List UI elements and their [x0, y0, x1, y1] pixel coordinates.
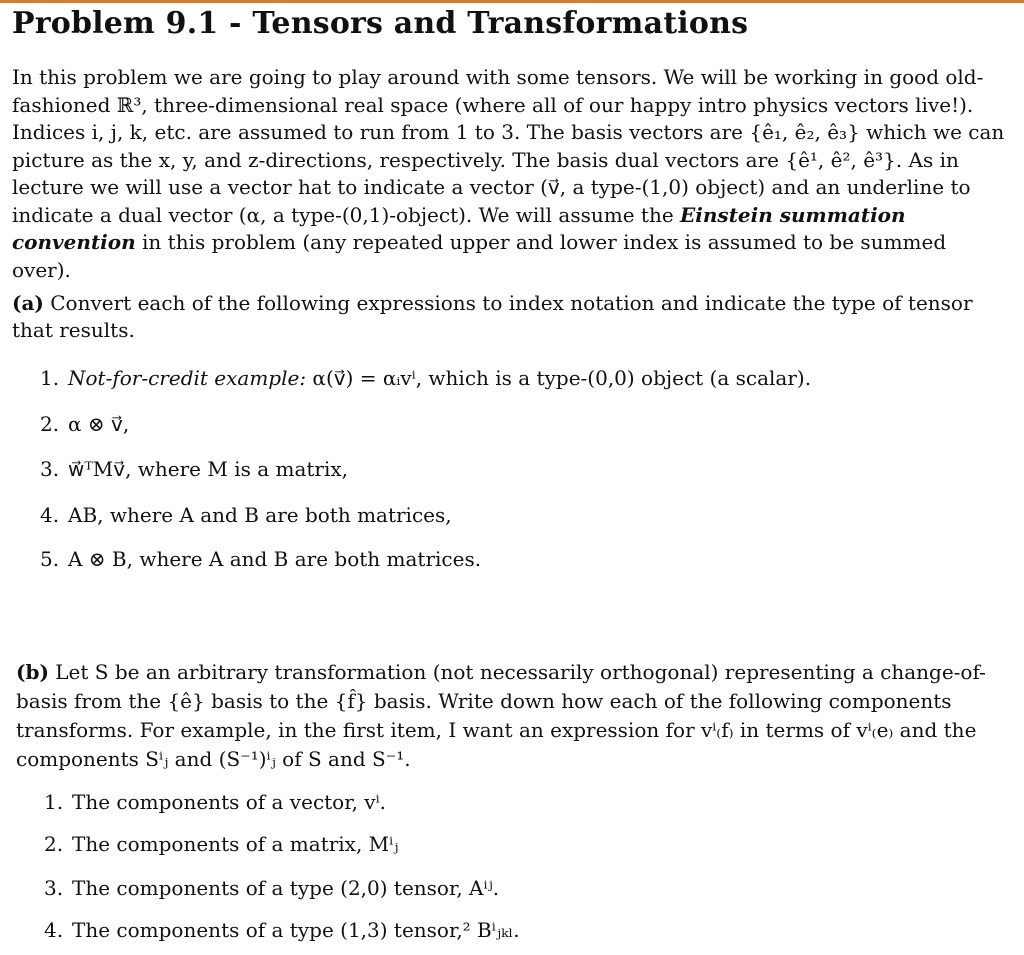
item-number: 2.: [40, 412, 60, 436]
part-b-text: Let S be an arbitrary transformation (not necessarily orthogonal) representing a change-of-basis from the {ê} basis to the {f̂} basis. Write down how each of the following components transforms. For example, in the first item, I want an expression for vⁱ₍f₎ in terms of vⁱ₍e₎ and the components Sⁱⱼ and (S⁻¹)ⁱⱼ of S and S⁻¹.: [16, 660, 986, 771]
list-item: [44, 832, 398, 856]
item-number: 3.: [40, 457, 60, 481]
list-item: [40, 503, 452, 527]
intro-text-2: in this problem (any repeated upper and lower index is assumed to be summed over).: [12, 230, 947, 282]
part-b-prompt: [16, 658, 1006, 774]
list-item: [44, 876, 499, 900]
item-number: 1.: [44, 790, 64, 814]
list-item: [44, 790, 386, 814]
item-text: w⃗ᵀMv⃗, where M is a matrix,: [68, 457, 349, 481]
item-text: The components of a vector, vⁱ.: [72, 790, 386, 814]
item-number: 1.: [40, 366, 60, 390]
page-title: Problem 9.1 - Tensors and Transformations: [12, 6, 749, 41]
item-text: A ⊗ B, where A and B are both matrices.: [68, 547, 482, 571]
item-text: α ⊗ v⃗,: [68, 412, 130, 436]
list-item: [40, 547, 481, 571]
list-item: [40, 366, 811, 390]
part-a-prompt: [12, 290, 1008, 344]
item-number: 2.: [44, 832, 64, 856]
list-item: [40, 457, 348, 481]
part-a-label: (a): [12, 291, 44, 315]
item-text: The components of a matrix, Mⁱⱼ: [72, 832, 399, 856]
item-number: 4.: [44, 918, 64, 942]
item-number: 4.: [40, 503, 60, 527]
item-text: The components of a type (2,0) tensor, Aⁱʲ.: [72, 876, 500, 900]
item-number: 3.: [44, 876, 64, 900]
item-prefix: Not-for-credit example:: [68, 366, 307, 390]
intro-emphasis: Einstein summation convention: [12, 202, 906, 254]
part-b-label: (b): [16, 660, 49, 684]
item-text: α(v⃗) = αᵢvⁱ, which is a type-(0,0) object (a scalar).: [306, 366, 812, 390]
list-item: [40, 412, 129, 436]
list-item: [44, 918, 520, 942]
item-text: The components of a type (1,3) tensor,² Bⁱⱼₖₗ.: [72, 918, 520, 942]
item-number: 5.: [40, 547, 60, 571]
item-text: AB, where A and B are both matrices,: [68, 503, 452, 527]
intro-text-1: In this problem we are going to play around with some tensors. We will be working in good old-fashioned ℝ³, three-dimensional real space (where all of our happy intro physics vectors live!). Indices i, j, k, etc. are assumed to run from 1 to 3. The basis vectors are {ê₁, ê₂, ê₃} which we can picture as the x, y, and z-directions, respectively. The basis dual vectors are {ê¹, ê², ê³}. As in lecture we will use a vector hat to indicate a vector (v⃗, a type-(1,0) object) and an underline to indicate a dual vector (α, a type-(0,1)-object). We will assume the: [12, 65, 1005, 227]
intro-paragraph: [12, 64, 1008, 284]
part-a-text: Convert each of the following expressions to index notation and indicate the type of tensor that results.: [12, 291, 973, 342]
top-rule: [0, 0, 1024, 3]
